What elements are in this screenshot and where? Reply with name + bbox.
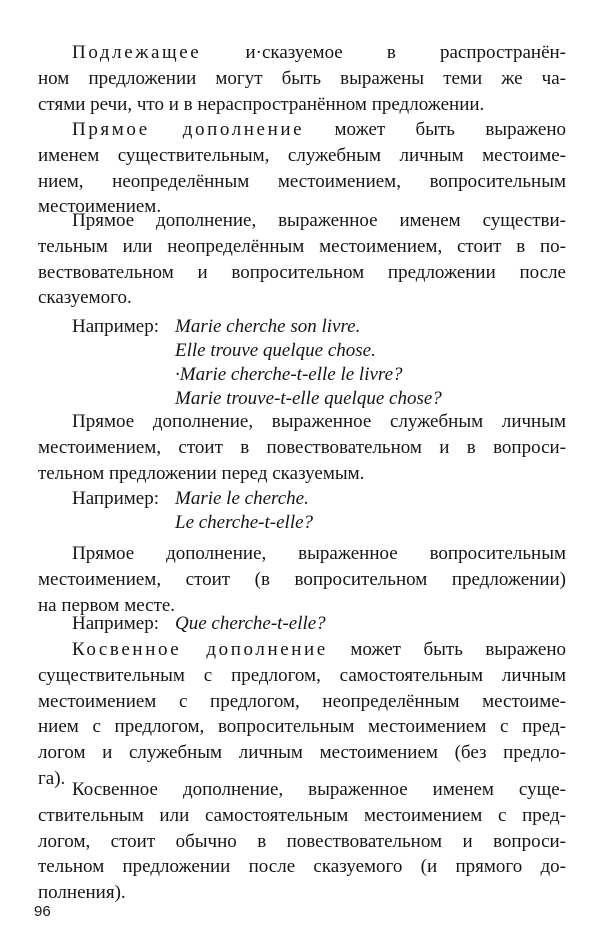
spaced-term: Косвенное дополнение	[72, 639, 328, 660]
text-line: Косвенное дополнение, выраженное именем суще-	[72, 779, 566, 800]
text-line: местоимением, стоит в повествовательном и в вопроси-	[38, 436, 566, 458]
text-line: нием с предлогом, вопросительным местоимением с пред-	[38, 716, 566, 738]
example-label: Например:	[72, 316, 159, 337]
french-sentence: Elle trouve quelque chose.	[175, 340, 376, 361]
text-line: именем существительным, служебным личным местоиме-	[38, 144, 566, 166]
text-line: сказуемого.	[38, 287, 132, 309]
paragraph-indirect-object-position	[38, 777, 566, 906]
text-line: местоимением с предлогом, неопределённым местоиме-	[38, 690, 566, 712]
text-line: полнения).	[38, 882, 126, 904]
paragraph-direct-object-position	[38, 208, 566, 311]
text-line: ствительным или самостоятельным местоимением с пред-	[38, 804, 566, 826]
text-line: на первом месте.	[38, 594, 176, 616]
spaced-term: Прямое дополнение	[72, 119, 305, 140]
text-line: Прямое дополнение может быть выражено	[72, 119, 566, 140]
page-number: 96	[34, 903, 51, 920]
example-block-1	[72, 315, 442, 411]
example-label: Например:	[72, 613, 159, 634]
text-line: Прямое дополнение, выраженное именем существи-	[72, 210, 566, 231]
text-line: нием, неопределённым местоимением, вопросительным	[38, 170, 566, 192]
example-line	[72, 488, 309, 509]
text-line: ном предложении могут быть выражены теми же ча-	[38, 67, 566, 89]
text-line: Прямое дополнение, выраженное служебным личным	[72, 411, 566, 432]
text-line: тельным или неопределённым местоимением, стоит в по-	[38, 235, 566, 257]
text-line: Косвенное дополнение может быть выражено	[72, 639, 566, 660]
text-line: существительным с предлогом, самостоятельным личным	[38, 664, 566, 686]
example-block-3	[72, 612, 326, 636]
text-line: тельном предложении после сказуемого (и прямого до-	[38, 856, 566, 878]
text-line: тельном предложении перед сказуемым.	[38, 462, 365, 484]
text-line: га).	[38, 767, 66, 789]
paragraph-pronoun-object	[38, 409, 566, 486]
text-line: Подлежащее и·сказуемое в распространён-	[72, 42, 566, 63]
text-line: логом, стоит обычно в повествовательном и вопроси-	[38, 830, 566, 852]
text-line: местоимением, стоит (в вопросительном предложении)	[38, 568, 566, 590]
paragraph-direct-object	[38, 117, 566, 220]
french-sentence: Marie cherche son livre.	[175, 316, 361, 337]
text-line: Прямое дополнение, выраженное вопросительным	[72, 543, 566, 564]
french-sentence: Que cherche-t-elle?	[175, 613, 326, 634]
paragraph-subject-predicate	[38, 40, 566, 117]
french-sentence: Marie le cherche.	[175, 488, 309, 509]
spaced-term: Подлежащее	[72, 42, 202, 63]
french-sentence: ·Marie cherche-t-elle le livre?	[175, 364, 403, 385]
example-block-2	[72, 487, 313, 535]
text-line: местоимением.	[38, 196, 162, 218]
text-line: стями речи, что и в нераспространённом предложении.	[38, 93, 485, 115]
example-line	[72, 613, 326, 634]
french-sentence: Marie trouve-t-elle quelque chose?	[175, 388, 442, 409]
example-label: Например:	[72, 488, 159, 509]
french-sentence: Le cherche-t-elle?	[175, 512, 314, 533]
example-line	[72, 316, 360, 337]
paragraph-interrogative-object	[38, 541, 566, 618]
paragraph-indirect-object	[38, 637, 566, 792]
text-line: логом и служебным личным местоимением (без предло-	[38, 742, 566, 764]
text-line: вествовательном и вопросительном предложении после	[38, 261, 566, 283]
